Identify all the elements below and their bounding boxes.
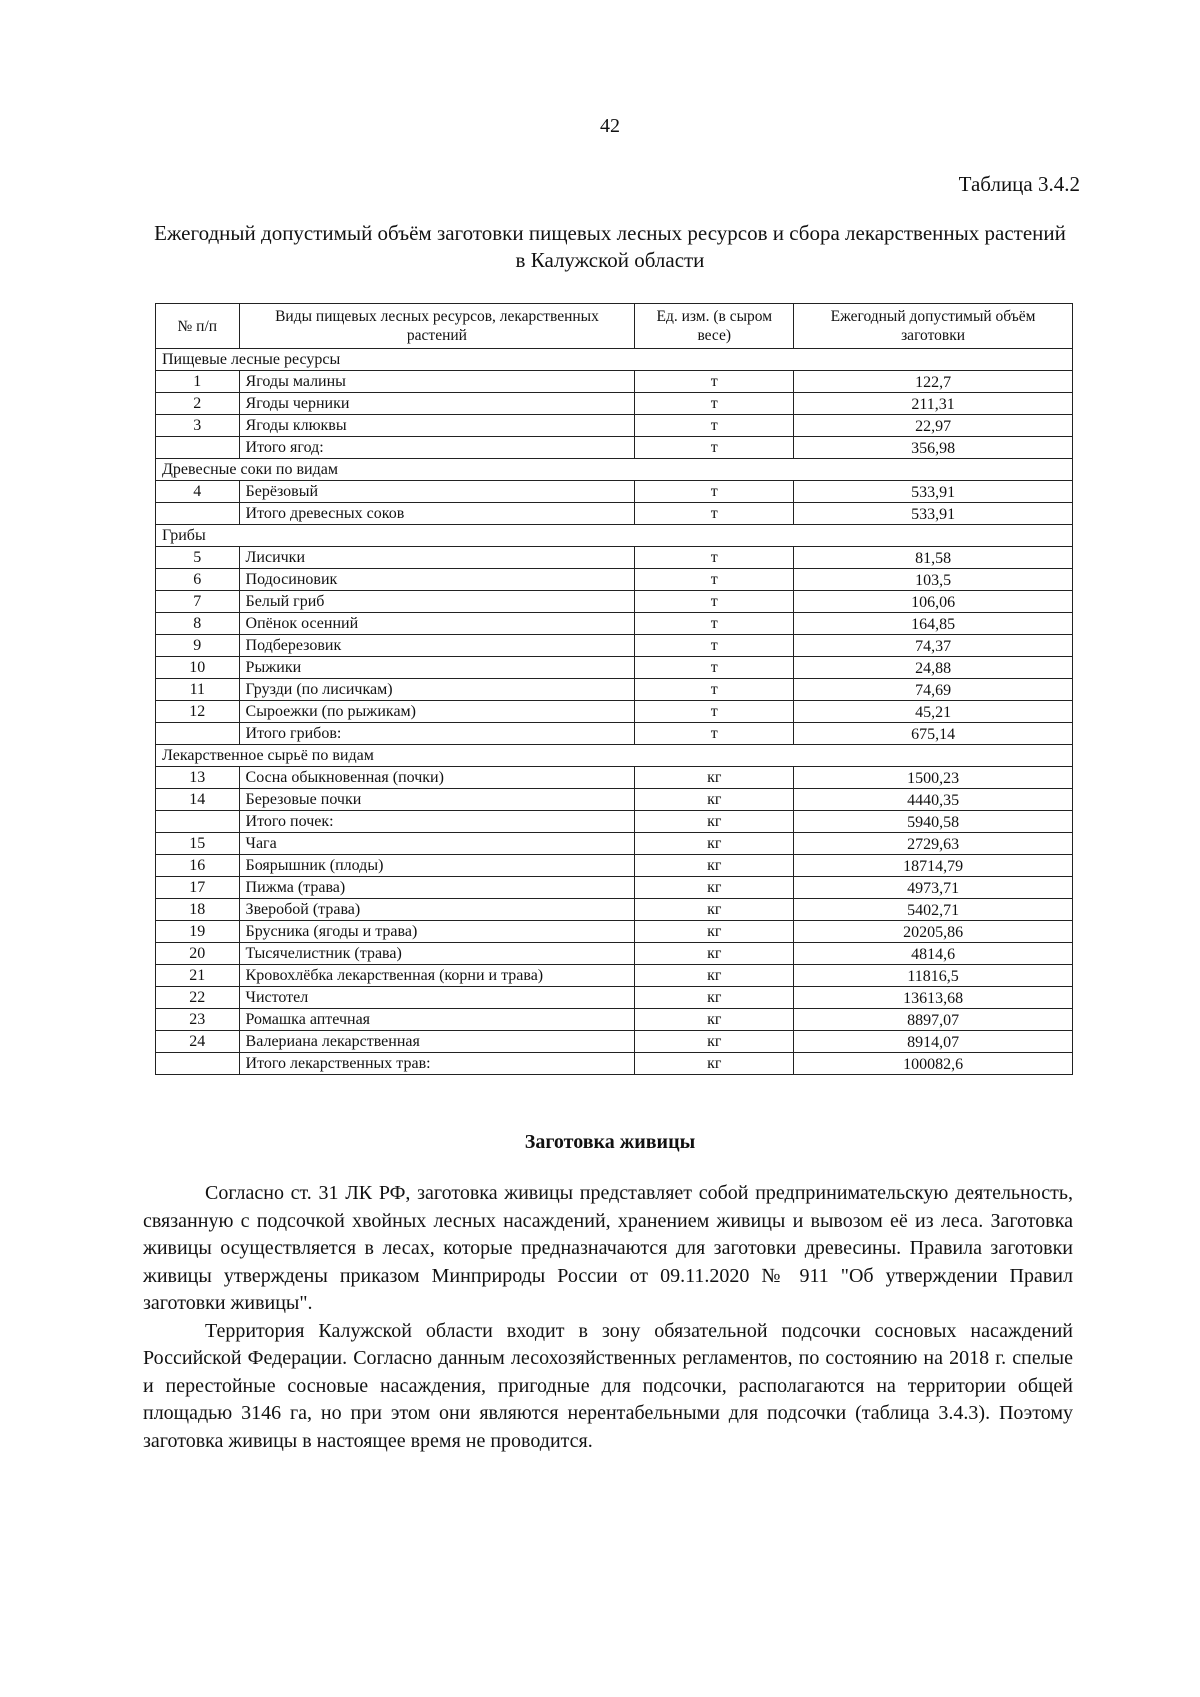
row-volume: 122,7 (794, 371, 1073, 393)
row-name: Итого почек: (239, 811, 635, 833)
row-name: Белый гриб (239, 591, 635, 613)
row-number: 22 (156, 987, 240, 1009)
row-name: Грузди (по лисичкам) (239, 679, 635, 701)
section-heading: Заготовка живицы (524, 1131, 696, 1153)
row-volume: 74,37 (794, 635, 1073, 657)
row-number: 17 (156, 877, 240, 899)
row-volume: 5402,71 (794, 899, 1073, 921)
section-label: Лекарственное сырьё по видам (156, 745, 1073, 767)
header-name: Виды пищевых лесных ресурсов, лекарственных растений (239, 304, 635, 349)
row-name: Ромашка аптечная (239, 1009, 635, 1031)
row-unit: т (635, 591, 794, 613)
row-unit: кг (635, 767, 794, 789)
table-row (156, 1053, 1073, 1075)
row-volume: 211,31 (794, 393, 1073, 415)
row-unit: кг (635, 1009, 794, 1031)
row-name: Сыроежки (по рыжикам) (239, 701, 635, 723)
table-row (156, 591, 1073, 613)
row-volume: 18714,79 (794, 855, 1073, 877)
header-volume: Ежегодный допустимый объём заготовки (794, 304, 1073, 349)
row-volume: 675,14 (794, 723, 1073, 745)
row-unit: т (635, 635, 794, 657)
row-number (156, 503, 240, 525)
row-unit: т (635, 723, 794, 745)
section-label: Древесные соки по видам (156, 459, 1073, 481)
section-label: Грибы (156, 525, 1073, 547)
row-volume: 13613,68 (794, 987, 1073, 1009)
row-name: Итого ягод: (239, 437, 635, 459)
row-number: 4 (156, 481, 240, 503)
row-name: Ягоды черники (239, 393, 635, 415)
row-unit: кг (635, 811, 794, 833)
table-row (156, 811, 1073, 833)
row-name: Подосиновик (239, 569, 635, 591)
table-title: Ежегодный допустимый объём заготовки пищевых лесных ресурсов и сбора лекарственных растений в Калужской области (154, 221, 1066, 272)
row-number: 21 (156, 965, 240, 987)
row-number: 5 (156, 547, 240, 569)
row-unit: т (635, 503, 794, 525)
row-name: Кровохлёбка лекарственная (корни и трава) (239, 965, 635, 987)
table-body (156, 349, 1073, 1075)
row-volume: 100082,6 (794, 1053, 1073, 1075)
row-number: 2 (156, 393, 240, 415)
row-number (156, 1053, 240, 1075)
row-unit: т (635, 481, 794, 503)
row-unit: т (635, 415, 794, 437)
row-unit: т (635, 437, 794, 459)
row-unit: т (635, 657, 794, 679)
table-row (156, 877, 1073, 899)
row-name: Опёнок осенний (239, 613, 635, 635)
row-volume: 1500,23 (794, 767, 1073, 789)
table-row (156, 371, 1073, 393)
resources-table (155, 303, 1073, 1075)
table-row (156, 1009, 1073, 1031)
section-label: Пищевые лесные ресурсы (156, 349, 1073, 371)
row-unit: т (635, 569, 794, 591)
table-section-row (156, 349, 1073, 371)
row-volume: 22,97 (794, 415, 1073, 437)
table-row (156, 393, 1073, 415)
row-name: Пижма (трава) (239, 877, 635, 899)
paragraph: Территория Калужской области входит в зону обязательной подсочки сосновых насаждений Российской Федерации. Согласно данным лесохозяйственных регламентов, по состоянию на 2018 г. спелые и перестойные сосновые насаждения, пригодные для подсочки, располагаются на территории общей площадью 3146 га, но при этом они являются нерентабельными для подсочки (таблица 3.4.3). Поэтому заготовка живицы в настоящее время не проводится. (143, 1319, 1073, 1452)
row-volume: 74,69 (794, 679, 1073, 701)
row-unit: т (635, 371, 794, 393)
row-unit: кг (635, 921, 794, 943)
row-unit: кг (635, 965, 794, 987)
row-volume: 533,91 (794, 503, 1073, 525)
row-number (156, 437, 240, 459)
row-name: Чистотел (239, 987, 635, 1009)
row-volume: 8897,07 (794, 1009, 1073, 1031)
row-unit: т (635, 613, 794, 635)
row-unit: кг (635, 1053, 794, 1075)
row-volume: 103,5 (794, 569, 1073, 591)
row-number: 6 (156, 569, 240, 591)
row-number (156, 723, 240, 745)
row-unit: т (635, 547, 794, 569)
row-number: 7 (156, 591, 240, 613)
row-volume: 8914,07 (794, 1031, 1073, 1053)
table-section-row (156, 745, 1073, 767)
row-volume: 5940,58 (794, 811, 1073, 833)
row-name: Итого древесных соков (239, 503, 635, 525)
row-number: 11 (156, 679, 240, 701)
table-row (156, 437, 1073, 459)
row-number: 9 (156, 635, 240, 657)
row-name: Березовые почки (239, 789, 635, 811)
table-header-row (156, 304, 1073, 349)
header-unit: Ед. изм. (в сыром весе) (635, 304, 794, 349)
row-volume: 164,85 (794, 613, 1073, 635)
row-volume: 356,98 (794, 437, 1073, 459)
table-row (156, 767, 1073, 789)
row-unit: кг (635, 855, 794, 877)
row-volume: 2729,63 (794, 833, 1073, 855)
row-number: 19 (156, 921, 240, 943)
row-volume: 533,91 (794, 481, 1073, 503)
row-name: Итого лекарственных трав: (239, 1053, 635, 1075)
row-unit: кг (635, 833, 794, 855)
header-num: № п/п (156, 304, 240, 349)
row-unit: кг (635, 1031, 794, 1053)
row-name: Чага (239, 833, 635, 855)
table-row (156, 921, 1073, 943)
row-unit: кг (635, 987, 794, 1009)
row-unit: т (635, 393, 794, 415)
table-row (156, 679, 1073, 701)
page-number: 42 (600, 115, 620, 137)
row-number: 24 (156, 1031, 240, 1053)
row-number: 13 (156, 767, 240, 789)
table-row (156, 569, 1073, 591)
row-unit: кг (635, 877, 794, 899)
table-row (156, 987, 1073, 1009)
body-text (143, 1180, 1073, 1455)
table-row (156, 965, 1073, 987)
row-name: Лисички (239, 547, 635, 569)
table-row (156, 481, 1073, 503)
row-name: Ягоды малины (239, 371, 635, 393)
row-number: 1 (156, 371, 240, 393)
row-name: Ягоды клюквы (239, 415, 635, 437)
table-row (156, 415, 1073, 437)
row-volume: 4973,71 (794, 877, 1073, 899)
table-row (156, 547, 1073, 569)
row-volume: 106,06 (794, 591, 1073, 613)
row-volume: 24,88 (794, 657, 1073, 679)
row-number: 18 (156, 899, 240, 921)
row-number: 23 (156, 1009, 240, 1031)
row-number: 8 (156, 613, 240, 635)
table-row (156, 503, 1073, 525)
table-row (156, 635, 1073, 657)
row-volume: 4814,6 (794, 943, 1073, 965)
row-name: Тысячелистник (трава) (239, 943, 635, 965)
row-unit: т (635, 679, 794, 701)
row-number: 3 (156, 415, 240, 437)
table-row (156, 1031, 1073, 1053)
table-row (156, 855, 1073, 877)
table-row (156, 657, 1073, 679)
row-volume: 20205,86 (794, 921, 1073, 943)
row-number: 16 (156, 855, 240, 877)
table-row (156, 723, 1073, 745)
table-row (156, 789, 1073, 811)
table-row (156, 701, 1073, 723)
table-label: Таблица 3.4.2 (958, 172, 1080, 196)
row-name: Сосна обыкновенная (почки) (239, 767, 635, 789)
row-unit: т (635, 701, 794, 723)
table-section-row (156, 459, 1073, 481)
row-volume: 4440,35 (794, 789, 1073, 811)
row-volume: 81,58 (794, 547, 1073, 569)
row-name: Валериана лекарственная (239, 1031, 635, 1053)
paragraph: Согласно ст. 31 ЛК РФ, заготовка живицы представляет собой предпринимательскую деятельность, связанную с подсочкой хвойных лесных насаждений, хранением живицы и вывозом её из леса. Заготовка живицы осуществляется в лесах, которые предназначаются для заготовки древесины. Правила заготовки живицы утверждены приказом Минприроды России от 09.11.2020 № 911 "Об утверждении Правил заготовки живицы". (143, 1182, 1073, 1314)
row-unit: кг (635, 943, 794, 965)
table-section-row (156, 525, 1073, 547)
row-name: Рыжики (239, 657, 635, 679)
row-number: 14 (156, 789, 240, 811)
row-name: Боярышник (плоды) (239, 855, 635, 877)
row-number: 15 (156, 833, 240, 855)
row-unit: кг (635, 899, 794, 921)
table-row (156, 613, 1073, 635)
table-row (156, 943, 1073, 965)
row-number (156, 811, 240, 833)
row-number: 12 (156, 701, 240, 723)
table-row (156, 833, 1073, 855)
row-volume: 45,21 (794, 701, 1073, 723)
row-number: 10 (156, 657, 240, 679)
row-name: Брусника (ягоды и трава) (239, 921, 635, 943)
row-name: Берёзовый (239, 481, 635, 503)
row-number: 20 (156, 943, 240, 965)
row-name: Итого грибов: (239, 723, 635, 745)
row-name: Зверобой (трава) (239, 899, 635, 921)
row-volume: 11816,5 (794, 965, 1073, 987)
row-name: Подберезовик (239, 635, 635, 657)
table-row (156, 899, 1073, 921)
row-unit: кг (635, 789, 794, 811)
